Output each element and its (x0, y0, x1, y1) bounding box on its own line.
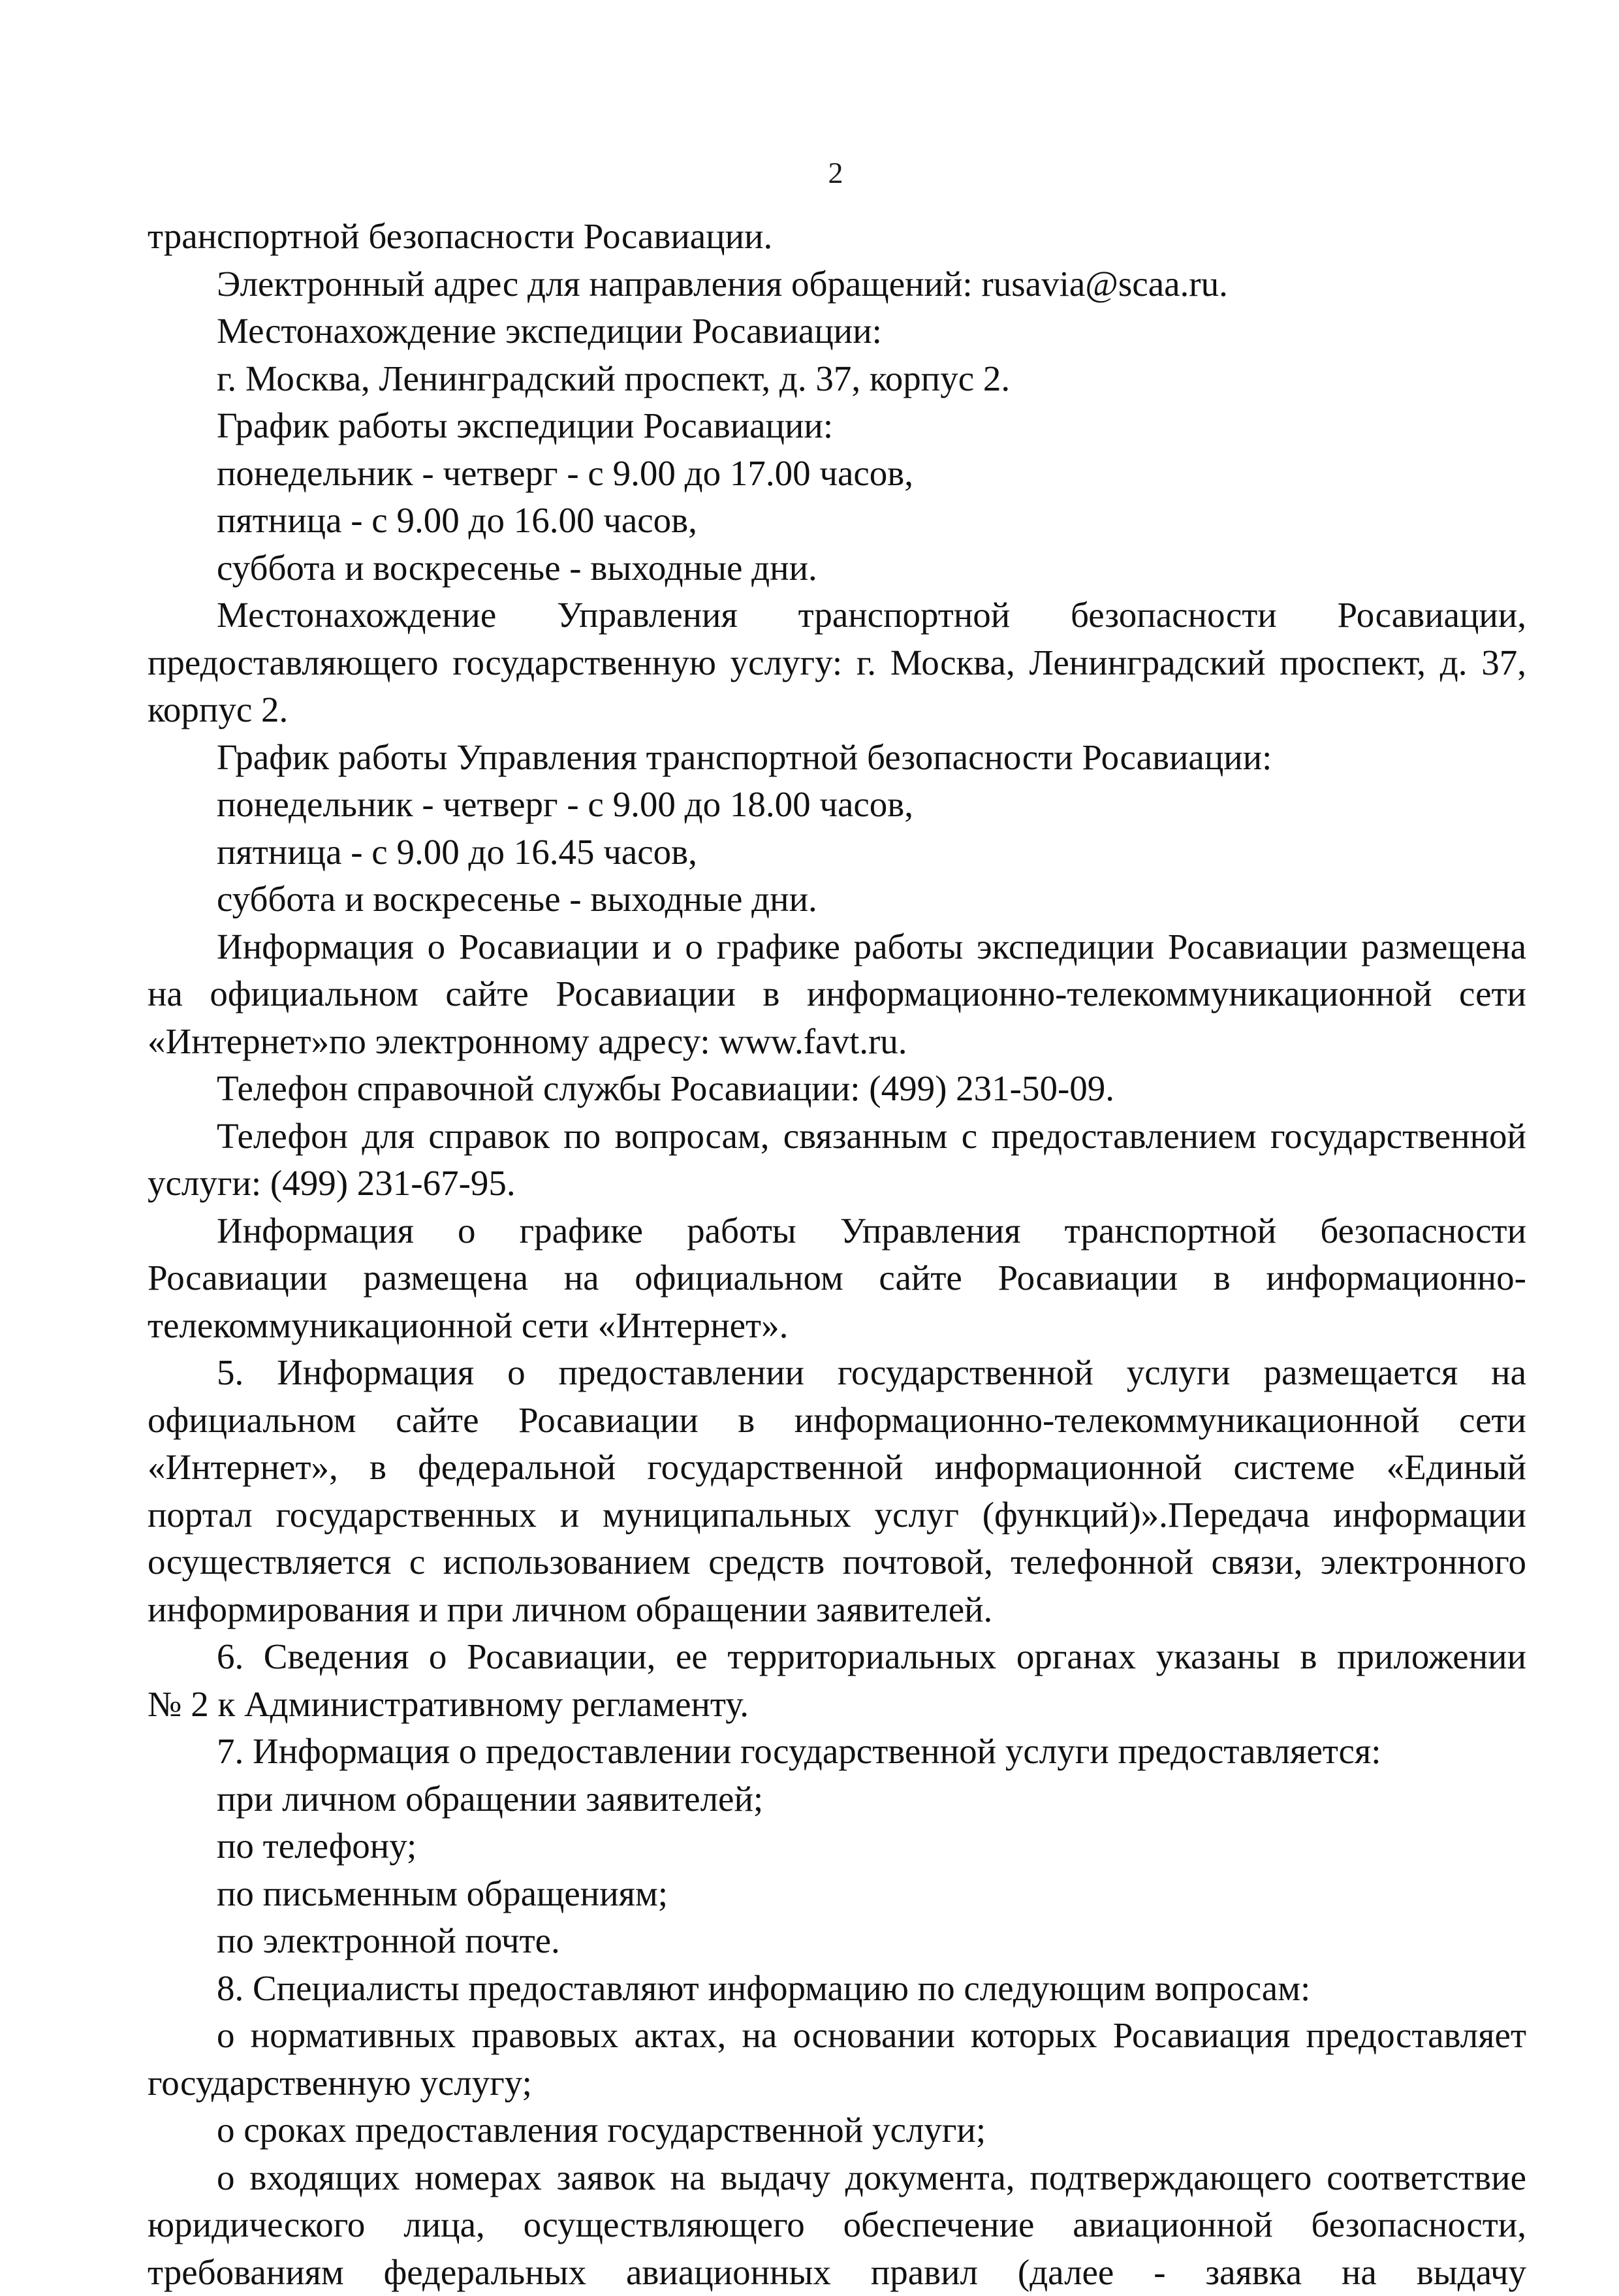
text-line: Телефон для справок по вопросам, связанным с предоставлением государственной (148, 1113, 1526, 1160)
text-line: г. Москва, Ленинградский проспект, д. 37, корпус 2. (148, 355, 1526, 403)
text-line: предоставляющего государственную услугу: г. Москва, Ленинградский проспект, д. 37, (148, 639, 1526, 687)
text-line: понедельник - четверг - с 9.00 до 17.00 часов, (148, 450, 1526, 498)
text-line: суббота и воскресенье - выходные дни. (148, 545, 1526, 592)
text-line: официальном сайте Росавиации в информационно-телекоммуникационной сети (148, 1397, 1526, 1444)
text-line: Росавиации размещена на официальном сайте Росавиации в информационно- (148, 1254, 1526, 1302)
text-line: телекоммуникационной сети «Интернет». (148, 1302, 1526, 1350)
text-line: на официальном сайте Росавиации в информационно-телекоммуникационной сети (148, 970, 1526, 1018)
text-line: государственную услугу; (148, 2060, 1526, 2107)
text-line: по телефону; (148, 1823, 1526, 1870)
document-body (148, 213, 1526, 2296)
text-line: требованиям федеральных авиационных правил (далее - заявка на выдачу (148, 2249, 1526, 2296)
text-line: «Интернет», в федеральной государственной информационной системе «Единый (148, 1444, 1526, 1491)
text-line: 6. Сведения о Росавиации, ее территориальных органах указаны в приложении (148, 1633, 1526, 1681)
text-line: Информация о Росавиации и о графике работы экспедиции Росавиации размещена (148, 923, 1526, 971)
text-line: портал государственных и муниципальных услуг (функций)».Передача информации (148, 1491, 1526, 1539)
text-line: услуги: (499) 231-67-95. (148, 1160, 1526, 1207)
text-line: пятница - с 9.00 до 16.00 часов, (148, 497, 1526, 545)
text-line: Электронный адрес для направления обращений: rusavia@scaa.ru. (148, 261, 1526, 308)
text-line: по электронной почте. (148, 1917, 1526, 1965)
text-line: График работы экспедиции Росавиации: (148, 402, 1526, 450)
text-line: пятница - с 9.00 до 16.45 часов, (148, 829, 1526, 876)
text-line: понедельник - четверг - с 9.00 до 18.00 часов, (148, 781, 1526, 829)
text-line: График работы Управления транспортной безопасности Росавиации: (148, 734, 1526, 782)
text-line: Местонахождение Управления транспортной безопасности Росавиации, (148, 592, 1526, 639)
text-line: суббота и воскресенье - выходные дни. (148, 876, 1526, 923)
text-line: Телефон справочной службы Росавиации: (499) 231-50-09. (148, 1065, 1526, 1113)
text-line: Местонахождение экспедиции Росавиации: (148, 308, 1526, 355)
text-line: по письменным обращениям; (148, 1870, 1526, 1918)
page-number: 2 (0, 155, 1619, 190)
text-line: осуществляется с использованием средств почтовой, телефонной связи, электронного (148, 1539, 1526, 1586)
text-line: о сроках предоставления государственной услуги; (148, 2107, 1526, 2154)
text-line: 8. Специалисты предоставляют информацию по следующим вопросам: (148, 1965, 1526, 2013)
text-line: 5. Информация о предоставлении государственной услуги размещается на (148, 1349, 1526, 1397)
text-line: № 2 к Административному регламенту. (148, 1681, 1526, 1729)
text-line: информирования и при личном обращении заявителей. (148, 1586, 1526, 1634)
text-line: о нормативных правовых актах, на основании которых Росавиация предоставляет (148, 2012, 1526, 2060)
text-line: юридического лица, осуществляющего обеспечение авиационной безопасности, (148, 2201, 1526, 2249)
text-line: корпус 2. (148, 686, 1526, 734)
text-line: при личном обращении заявителей; (148, 1776, 1526, 1823)
text-line: о входящих номерах заявок на выдачу документа, подтверждающего соответствие (148, 2154, 1526, 2202)
text-line: транспортной безопасности Росавиации. (148, 213, 1526, 261)
text-line: «Интернет»по электронному адресу: www.favt.ru. (148, 1018, 1526, 1066)
text-line: Информация о графике работы Управления транспортной безопасности (148, 1207, 1526, 1255)
text-line: 7. Информация о предоставлении государственной услуги предоставляется: (148, 1728, 1526, 1776)
